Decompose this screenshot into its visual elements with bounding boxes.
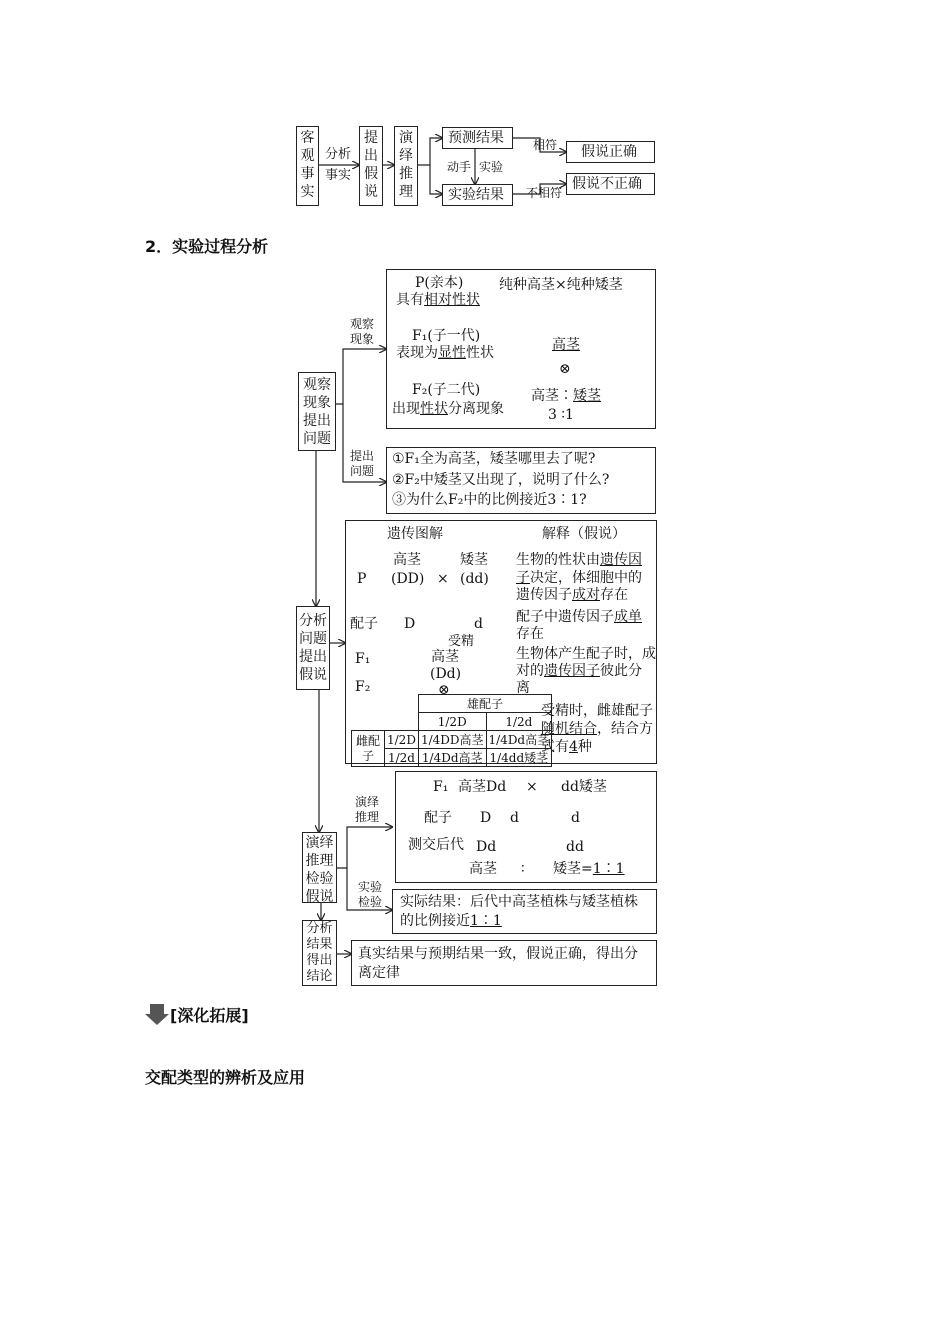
edge-hands-label: 动手	[447, 160, 472, 174]
explanation-1-line1: 生物的性状由遗传因	[516, 552, 642, 568]
edge-deduce-label-1: 演绎	[355, 795, 380, 809]
deduce-gamete-d1: d	[510, 810, 519, 826]
f1-label: F₁(子一代)	[412, 328, 481, 344]
f1-tall-label: 高茎	[431, 649, 459, 665]
explanation-4-line3: 式有4种	[541, 739, 592, 755]
hypothesis-incorrect-box: 假说不正确	[566, 173, 655, 195]
deduce-f1-label: F₁	[433, 779, 449, 795]
propose-hypothesis-box: 提出假说	[359, 126, 383, 206]
actual-result-line1: 实际结果：后代中高茎植株与矮茎植株	[400, 894, 638, 910]
edge-observe-label-1: 观察	[350, 317, 375, 331]
experiment-result-box: 实验结果	[442, 184, 513, 206]
step-verify-box: 演绎推理检验假说	[302, 832, 337, 903]
p-genotype-DD: (DD)	[391, 571, 425, 587]
conclusion-line1: 真实结果与预期结果一致，假说正确，得出分	[358, 946, 638, 962]
question-3: ③为什么F₂中的比例接近3∶1?	[392, 492, 587, 508]
testcross-Dd: Dd	[476, 839, 497, 855]
f2-label: F₂(子二代)	[412, 382, 481, 398]
p-cross: 纯种高茎×纯种矮茎	[499, 277, 623, 293]
extend-heading-text: [深化拓展]	[170, 1006, 249, 1025]
deduce-dwarf: dd矮茎	[561, 779, 607, 795]
testcross-label: 测交后代	[408, 837, 464, 853]
punnett-row-d: 1/2d	[385, 749, 419, 767]
f2-result: 高茎∶矮茎	[531, 388, 601, 404]
edge-verify-label-2: 检验	[358, 895, 383, 909]
row-f1-label: F₁	[355, 651, 371, 667]
question-1: ①F₁全为高茎，矮茎哪里去了呢?	[392, 451, 596, 467]
question-2: ②F₂中矮茎又出现了，说明了什么?	[392, 472, 610, 488]
p-genotype-dd: (dd)	[460, 571, 489, 587]
edge-match-label: 相符	[533, 138, 558, 152]
row-p-label: P	[357, 571, 367, 587]
hypothesis-correct-box: 假说正确	[566, 141, 655, 163]
explanation-3-line2: 对的遗传因子彼此分	[516, 663, 642, 679]
ratio-tall: 高茎	[469, 861, 497, 877]
explanation-3-line1: 生物体产生配子时，成	[516, 646, 656, 662]
punnett-male-header: 雄配子	[418, 695, 551, 713]
f1-result: 高茎	[552, 337, 580, 353]
explanation-heading: 解释（假说）	[542, 526, 626, 542]
explanation-2-line2: 存在	[516, 626, 544, 642]
row-gamete-label: 配子	[350, 616, 378, 632]
deduce-f1-tall: 高茎Dd	[458, 779, 507, 795]
genetic-diagram-heading: 遗传图解	[387, 526, 443, 542]
edge-observe-label-2: 现象	[350, 332, 375, 346]
edge-deduce-label-2: 推理	[355, 810, 380, 824]
gamete-D: D	[404, 616, 416, 632]
punnett-cell: 1/4DD高茎	[418, 731, 486, 749]
punnett-col-d: 1/2d	[486, 713, 552, 731]
ratio-dwarf: 矮茎=1∶1	[553, 861, 625, 877]
section-2-title: 2．实验过程分析	[145, 237, 269, 256]
deductive-reasoning-box: 演绎推理	[394, 126, 418, 206]
f2-desc: 出现性状分离现象	[392, 401, 504, 417]
f1-desc: 表现为显性性状	[396, 345, 494, 361]
edge-question-label-2: 问题	[350, 464, 375, 478]
f1-genotype: (Dd)	[430, 666, 462, 682]
p-desc: 具有相对性状	[396, 292, 480, 308]
p-cross-symbol: ×	[437, 571, 449, 587]
f2-ratio: 3 ∶1	[548, 407, 574, 423]
punnett-cell: 1/4dd矮茎	[486, 749, 552, 767]
testcross-dd: dd	[566, 839, 584, 855]
objective-facts-box: 客观事实	[296, 126, 319, 206]
conclusion-line2: 离定律	[358, 965, 400, 981]
deduce-gamete-D: D	[480, 810, 492, 826]
mating-types-heading: 交配类型的辨析及应用	[145, 1068, 306, 1087]
explanation-4-line2: 随机结合，结合方	[541, 721, 653, 737]
p-tall-label: 高茎	[393, 552, 421, 568]
punnett-female-header: 雌配子	[352, 731, 385, 767]
down-arrow-icon	[145, 1004, 171, 1026]
edge-question-label-1: 提出	[350, 449, 375, 463]
actual-result-line2: 的比例接近1∶1	[400, 913, 502, 929]
punnett-row-D: 1/2D	[385, 731, 419, 749]
punnett-col-D: 1/2D	[418, 713, 486, 731]
explanation-4-line1: 受精时，雌雄配子	[541, 703, 653, 719]
step-hypothesis-box: 分析问题提出假说	[296, 606, 330, 690]
p-label: P(亲本)	[415, 275, 464, 291]
edge-verify-label-1: 实验	[358, 880, 383, 894]
row-f2-label: F₂	[355, 679, 371, 695]
edge-analyze-label: 分析	[325, 147, 352, 162]
edge-experiment-label: 实验	[479, 160, 504, 174]
explanation-3-line3: 离	[516, 680, 530, 696]
punnett-table	[351, 694, 552, 767]
explanation-1-line2: 子决定，体细胞中的	[516, 570, 642, 586]
punnett-cell: 1/4Dd高茎	[418, 749, 486, 767]
step-conclude-box: 分析结果得出结论	[302, 920, 337, 986]
self-cross-symbol-2: ⊗	[438, 682, 450, 698]
punnett-cell: 1/4Dd高茎	[486, 731, 552, 749]
punnett-corner	[352, 695, 419, 731]
deduce-gamete-label: 配子	[424, 810, 452, 826]
deduce-cross-symbol: ×	[526, 779, 538, 795]
predicted-result-box: 预测结果	[442, 127, 513, 149]
p-dwarf-label: 矮茎	[460, 552, 488, 568]
edge-facts-label: 事实	[325, 168, 352, 183]
fertilization-label: 受精	[448, 634, 475, 649]
ratio-colon: ∶	[521, 861, 525, 877]
edge-mismatch-label: 不相符	[526, 186, 563, 200]
self-cross-symbol-1: ⊗	[559, 361, 571, 377]
step-observe-box: 观察现象提出问题	[298, 372, 336, 451]
gamete-d: d	[474, 616, 483, 632]
explanation-2-line1: 配子中遗传因子成单	[516, 609, 642, 625]
explanation-1-line3: 遗传因子成对存在	[516, 587, 628, 603]
deduce-gamete-d2: d	[571, 810, 580, 826]
